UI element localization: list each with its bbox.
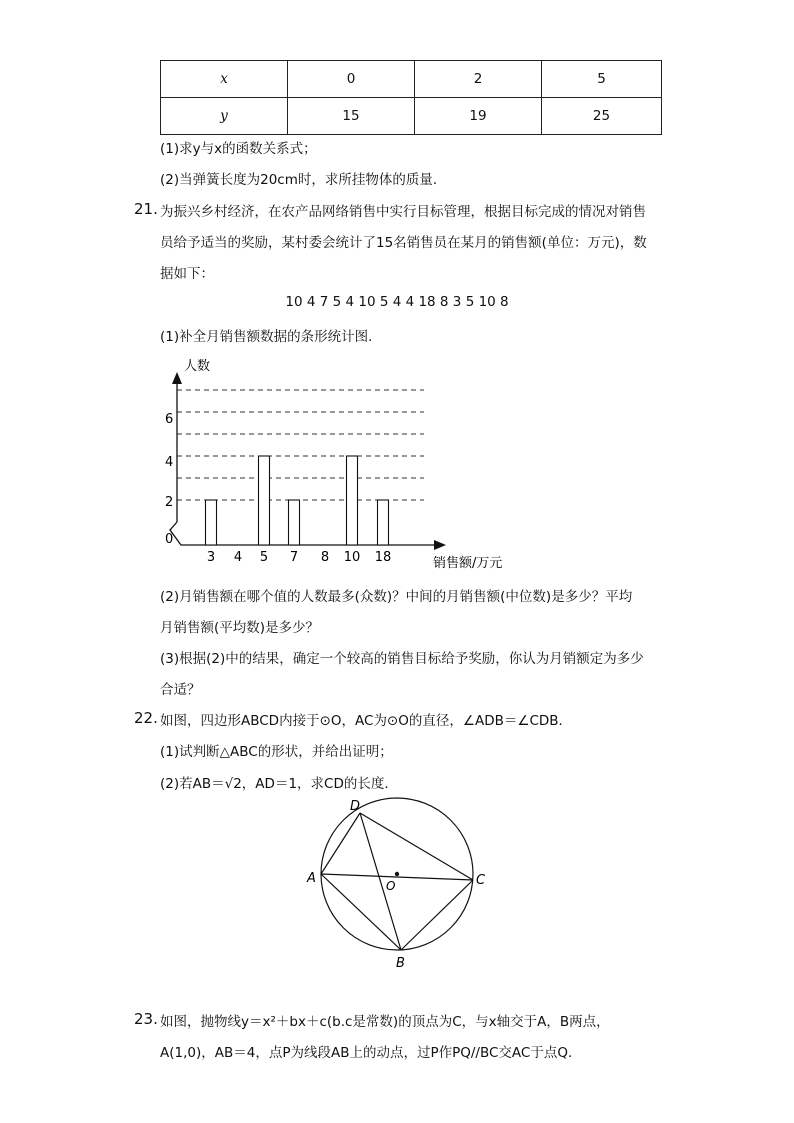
q21-part3-line2: 合适？ — [160, 682, 201, 698]
x-tick-label: 8 — [320, 550, 330, 565]
table-cell: 25 — [542, 98, 662, 135]
sales-bar-chart — [0, 350, 794, 575]
label-c: C — [476, 873, 486, 888]
q21-intro-line1: 为振兴乡村经济，在农产品网络销售中实行目标管理，根据目标完成的情况对销售 — [160, 204, 646, 220]
q21-number: 21. — [134, 200, 158, 218]
q21-data-line: 10 4 7 5 4 10 5 4 4 18 8 3 5 10 8 — [285, 294, 509, 310]
table-cell: 15 — [288, 98, 415, 135]
q22-stem: 如图，四边形ABCD内接于⊙O，AC为⊙O的直径，∠ADB＝∠CDB． — [160, 713, 573, 729]
circle-quadrilateral-figure — [300, 795, 500, 975]
q22-part1: (1)试判断△ABC的形状，并给出证明； — [160, 744, 393, 760]
x-tick-label: 7 — [289, 550, 299, 565]
q22-part2: (2)若AB＝√2，AD＝1，求CD的长度． — [160, 776, 398, 792]
y-axis-arrow-icon — [172, 372, 182, 384]
q21-intro-line3: 据如下： — [160, 266, 214, 282]
table-header-y: y — [161, 98, 288, 135]
label-b: B — [396, 956, 405, 971]
label-o: O — [386, 879, 396, 893]
y-axis-label: 人数 — [184, 359, 211, 374]
q21-part1: (1)补全月销售额数据的条形统计图． — [160, 329, 382, 345]
bar-18 — [378, 500, 389, 545]
x-tick-label: 5 — [259, 550, 269, 565]
table-row — [161, 61, 662, 98]
y-tick-label: 6 — [165, 412, 174, 427]
table-cell: 19 — [415, 98, 542, 135]
label-a: A — [307, 871, 316, 886]
bar-7 — [289, 500, 300, 545]
x-axis-arrow-icon — [434, 540, 446, 550]
table-cell: 2 — [415, 61, 542, 98]
q21-part2-line1: (2)月销售额在哪个值的人数最多(众数)？中间的月销售额(中位数)是多少？平均 — [160, 589, 633, 605]
q20-part2: (2)当弹簧长度为20cm时，求所挂物体的质量． — [160, 172, 447, 188]
q20-part1: (1)求y与x的函数关系式； — [160, 141, 317, 157]
x-axis-label: 销售额/万元 — [433, 556, 503, 571]
table-cell: 0 — [288, 61, 415, 98]
x-tick-label: 3 — [206, 550, 216, 565]
x-tick-label: 4 — [233, 550, 243, 565]
center-point — [395, 872, 399, 876]
q23-line2: A(1,0)，AB＝4，点P为线段AB上的动点，过P作PQ//BC交AC于点Q． — [160, 1045, 582, 1061]
bar-10 — [347, 456, 358, 545]
table-header-x: x — [161, 61, 288, 98]
x-tick-label: 18 — [374, 550, 392, 565]
q21-part3-line1: (3)根据(2)中的结果，确定一个较高的销售目标给予奖励，你认为月销额定为多少 — [160, 651, 644, 667]
label-d: D — [350, 799, 361, 814]
y-tick-label: 4 — [165, 455, 174, 470]
y-tick-label: 2 — [165, 495, 174, 510]
y-tick-label: 0 — [165, 532, 174, 547]
q21-intro-line2: 员给予适当的奖励，某村委会统计了15名销售员在某月的销售额(单位：万元)，数 — [160, 235, 647, 251]
table-cell: 5 — [542, 61, 662, 98]
q23-number: 23. — [134, 1010, 158, 1028]
segment-cb — [401, 880, 473, 950]
x-tick-label: 10 — [343, 550, 361, 565]
bar-5 — [259, 456, 270, 545]
bar-3 — [206, 500, 217, 545]
q22-number: 22. — [134, 709, 158, 727]
q23-line1: 如图，抛物线y＝x²＋bx＋c(b.c是常数)的顶点为C，与x轴交于A，B两点， — [160, 1014, 610, 1030]
q21-part2-line2: 月销售额(平均数)是多少？ — [160, 620, 320, 636]
xy-value-table — [160, 60, 662, 135]
table-row — [161, 98, 662, 135]
